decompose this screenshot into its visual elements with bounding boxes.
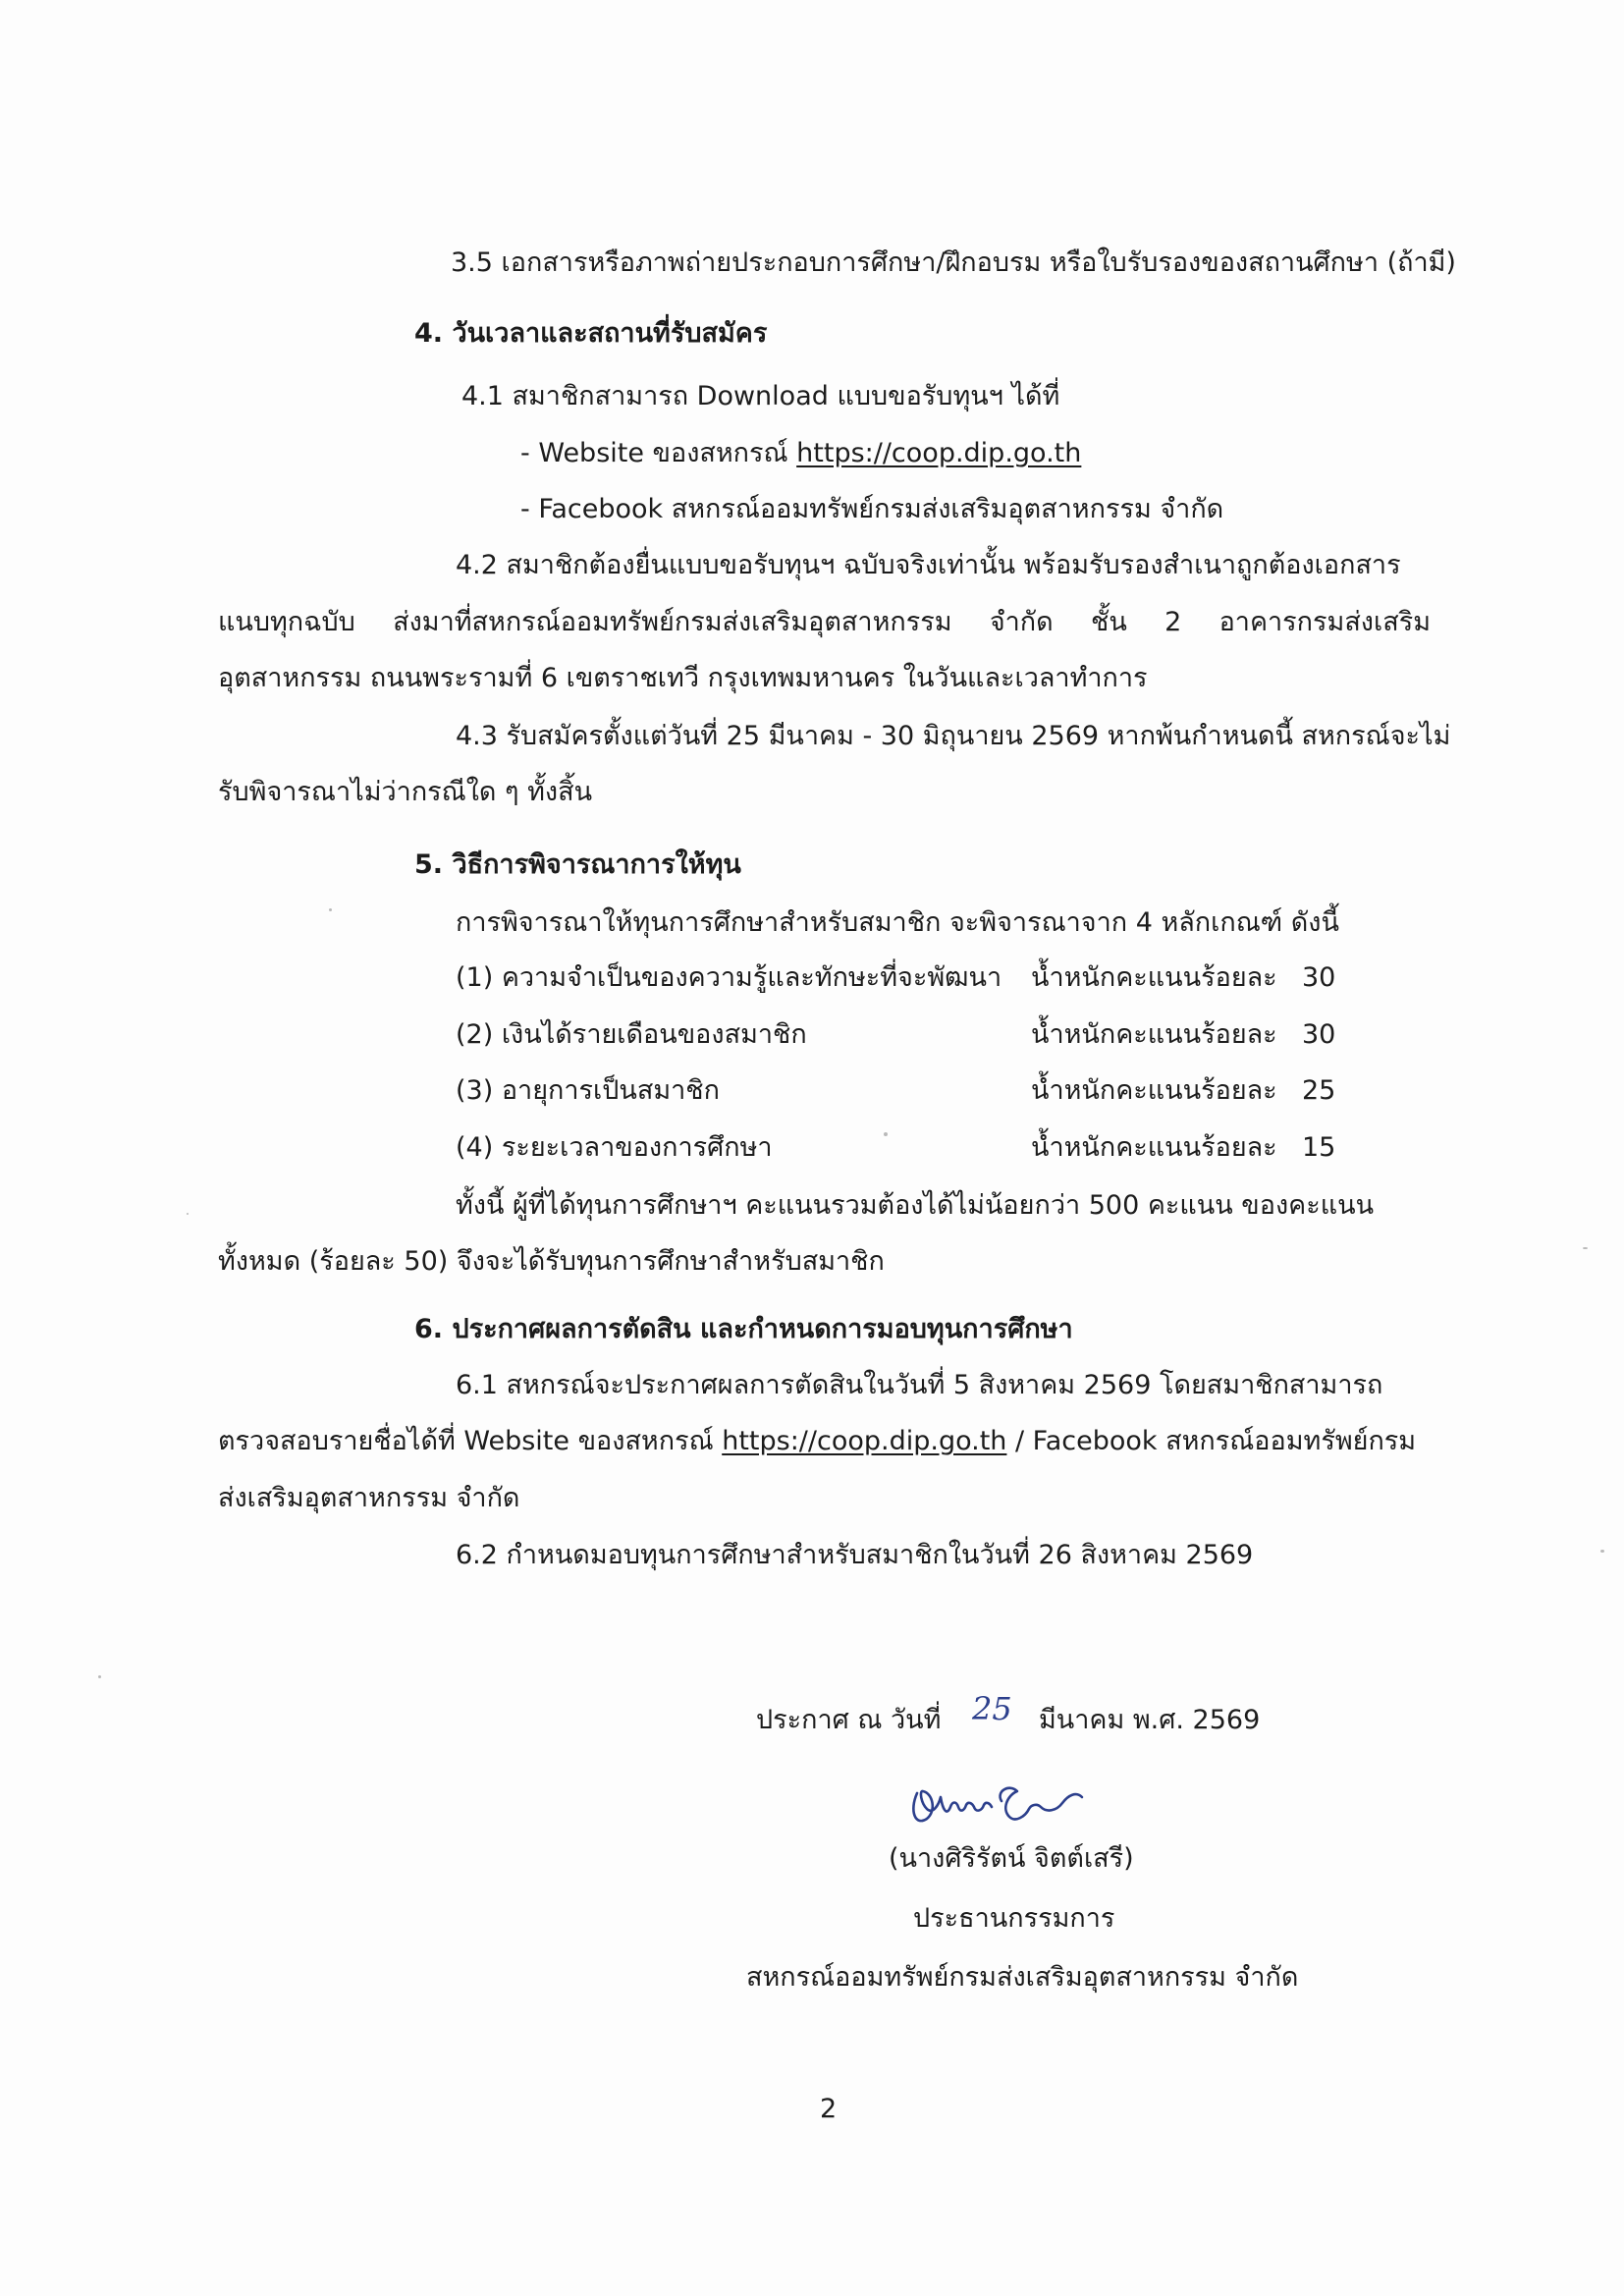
item-4-3-line-2: รับพิจารณาไม่ว่ากรณีใด ๆ ทั้งสิ้น bbox=[218, 777, 593, 807]
website-link[interactable]: https://coop.dip.go.th bbox=[796, 438, 1082, 468]
handwritten-signature bbox=[903, 1758, 1139, 1846]
section-4-heading: 4. วันเวลาและสถานที่รับสมัคร bbox=[414, 318, 768, 349]
item-6-1-link[interactable]: https://coop.dip.go.th bbox=[722, 1426, 1007, 1456]
scan-speck bbox=[1583, 1247, 1588, 1249]
item-4-2-line-1: 4.2 สมาชิกต้องยื่นแบบขอรับทุนฯ ฉบับจริงเท่านั้น พร้อมรับรองสำเนาถูกต้องเอกสาร bbox=[456, 550, 1401, 580]
website-label: - Website ของสหกรณ์ bbox=[520, 438, 797, 468]
section-5-intro: การพิจารณาให้ทุนการศึกษาสำหรับสมาชิก จะพิจารณาจาก 4 หลักเกณฑ์ ดังนี้ bbox=[456, 907, 1339, 938]
criterion-1-value: 30 bbox=[1302, 962, 1336, 993]
item-4-2-line-3: อุตสาหกรรม ถนนพระรามที่ 6 เขตราชเทวี กรุงเทพมหานคร ในวันและเวลาทำการ bbox=[218, 663, 1148, 693]
criterion-4-weight-label: น้ำหนักคะแนนร้อยละ bbox=[1031, 1132, 1277, 1163]
item-6-1-line-2 bbox=[218, 1424, 1416, 1459]
criterion-2-weight-label: น้ำหนักคะแนนร้อยละ bbox=[1031, 1019, 1277, 1050]
criterion-2-label: (2) เงินได้รายเดือนของสมาชิก bbox=[456, 1019, 807, 1050]
criterion-3-label: (3) อายุการเป็นสมาชิก bbox=[456, 1075, 720, 1106]
section-5-note-line-1: ทั้งนี้ ผู้ที่ได้ทุนการศึกษาฯ คะแนนรวมต้องได้ไม่น้อยกว่า 500 คะแนน ของคะแนน bbox=[456, 1190, 1375, 1221]
criterion-2-value: 30 bbox=[1302, 1019, 1336, 1050]
website-line bbox=[520, 436, 1081, 471]
announce-date-suffix: มีนาคม พ.ศ. 2569 bbox=[1039, 1705, 1261, 1735]
criterion-4-label: (4) ระยะเวลาของการศึกษา bbox=[456, 1132, 773, 1163]
announce-date-prefix: ประกาศ ณ วันที่ bbox=[756, 1705, 942, 1735]
item-6-1-line-2-suffix: / Facebook สหกรณ์ออมทรัพย์กรม bbox=[1006, 1426, 1417, 1456]
item-6-2: 6.2 กำหนดมอบทุนการศึกษาสำหรับสมาชิกในวันที่ 26 สิงหาคม 2569 bbox=[456, 1540, 1254, 1570]
scan-speck bbox=[329, 908, 332, 911]
item-6-1-line-3: ส่งเสริมอุตสาหกรรม จำกัด bbox=[218, 1483, 520, 1513]
signatory-organization: สหกรณ์ออมทรัพย์กรมส่งเสริมอุตสาหกรรม จำกัด bbox=[746, 1962, 1299, 1993]
facebook-line: - Facebook สหกรณ์ออมทรัพย์กรมส่งเสริมอุตสาหกรรม จำกัด bbox=[520, 494, 1224, 524]
criterion-3-weight-label: น้ำหนักคะแนนร้อยละ bbox=[1031, 1075, 1277, 1106]
item-3-5: 3.5 เอกสารหรือภาพถ่ายประกอบการศึกษา/ฝึกอบรม หรือใบรับรองของสถานศึกษา (ถ้ามี) bbox=[451, 247, 1456, 278]
section-5-note-line-2: ทั้งหมด (ร้อยละ 50) จึงจะได้รับทุนการศึกษาสำหรับสมาชิก bbox=[218, 1246, 885, 1277]
item-6-1-line-2-prefix: ตรวจสอบรายชื่อได้ที่ Website ของสหกรณ์ bbox=[218, 1426, 723, 1456]
announce-day-handwritten: 25 bbox=[972, 1690, 1012, 1727]
scan-speck bbox=[884, 1132, 888, 1136]
criterion-4-value: 15 bbox=[1302, 1132, 1336, 1163]
criterion-3-value: 25 bbox=[1302, 1075, 1336, 1106]
item-4-2-line-2: แนบทุกฉบับ ส่งมาที่สหกรณ์ออมทรัพย์กรมส่งเสริมอุตสาหกรรม จำกัด ชั้น 2 อาคารกรมส่งเสริม bbox=[218, 607, 1431, 637]
item-4-1: 4.1 สมาชิกสามารถ Download แบบขอรับทุนฯ ได้ที่ bbox=[461, 381, 1060, 411]
signatory-name: (นางศิริรัตน์ จิตต์เสรี) bbox=[889, 1843, 1134, 1874]
item-4-3-line-1: 4.3 รับสมัครตั้งแต่วันที่ 25 มีนาคม - 30 มิถุนายน 2569 หากพ้นกำหนดนี้ สหกรณ์จะไม่ bbox=[456, 721, 1451, 751]
scan-speck bbox=[98, 1675, 101, 1678]
criterion-1-label: (1) ความจำเป็นของความรู้และทักษะที่จะพัฒนา bbox=[456, 962, 1002, 993]
item-6-1-line-1: 6.1 สหกรณ์จะประกาศผลการตัดสินในวันที่ 5 สิงหาคม 2569 โดยสมาชิกสามารถ bbox=[456, 1370, 1383, 1400]
page-number: 2 bbox=[820, 2094, 838, 2124]
criterion-1-weight-label: น้ำหนักคะแนนร้อยละ bbox=[1031, 962, 1277, 993]
scan-speck bbox=[1600, 1550, 1604, 1553]
section-5-heading: 5. วิธีการพิจารณาการให้ทุน bbox=[414, 849, 741, 880]
signatory-position: ประธานกรรมการ bbox=[913, 1903, 1115, 1934]
scan-speck bbox=[187, 1213, 189, 1215]
section-6-heading: 6. ประกาศผลการตัดสิน และกำหนดการมอบทุนการศึกษา bbox=[414, 1314, 1073, 1344]
